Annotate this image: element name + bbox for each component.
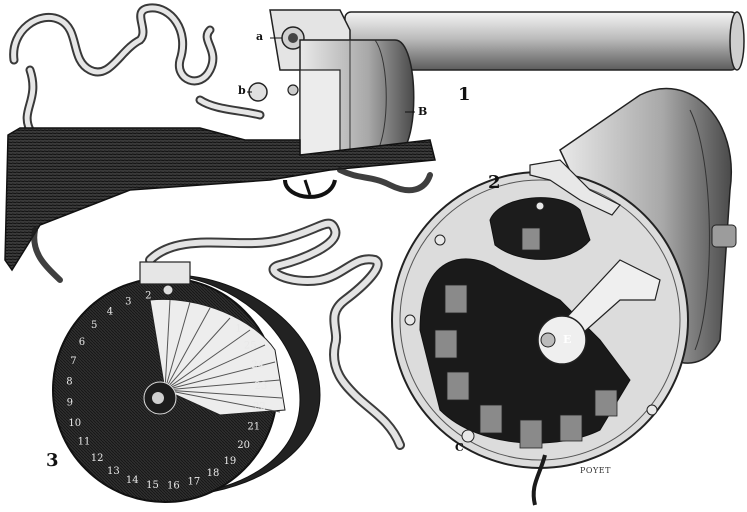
dial-number: 14 xyxy=(125,475,139,487)
knob-b-2 xyxy=(288,85,298,95)
dial-number: 22 xyxy=(253,401,266,413)
dial-number: 5 xyxy=(91,320,98,332)
dial-number: 11 xyxy=(77,436,91,448)
dial-number: 9 xyxy=(66,397,73,409)
dial-number: 1 xyxy=(235,323,242,335)
dial-number: 17 xyxy=(187,476,201,488)
fig2-side-knob xyxy=(712,225,736,247)
callout-C: C xyxy=(455,441,464,454)
dial-number: 25 xyxy=(243,340,257,352)
dial-number: 7 xyxy=(70,356,77,368)
barrel-muzzle xyxy=(730,12,744,70)
fig3-top-bracket xyxy=(140,262,190,284)
dial-number: 12 xyxy=(90,452,104,464)
figure-2-shutter-mechanism xyxy=(392,88,736,505)
callout-a: a xyxy=(256,30,264,43)
dial-number: 15 xyxy=(146,480,159,492)
lens-a-aperture xyxy=(288,33,298,43)
dial-number: 24 xyxy=(251,360,265,372)
dial-number: 20 xyxy=(237,440,250,452)
rear-plate xyxy=(300,70,340,155)
dial-number: 18 xyxy=(206,468,220,480)
engraver-signature: POYET xyxy=(580,466,611,475)
trigger xyxy=(305,180,310,195)
figure-number-1: 1 xyxy=(458,84,471,105)
dial-number: 13 xyxy=(107,466,120,477)
dial-number: 3 xyxy=(125,296,132,308)
dial-number: 19 xyxy=(223,455,237,467)
callout-E: E xyxy=(563,333,572,346)
figure-number-2: 2 xyxy=(488,172,501,193)
dial-number: 21 xyxy=(247,421,261,433)
rifle-stock xyxy=(5,128,435,270)
dial-number: 16 xyxy=(167,480,180,492)
callout-B: B xyxy=(418,105,428,118)
dial-number: 4 xyxy=(106,306,114,318)
dial-number: 23 xyxy=(254,380,268,392)
dial-number: 2 xyxy=(145,290,152,302)
dial-number: 10 xyxy=(68,417,82,429)
figure-number-3: 3 xyxy=(46,450,59,471)
dial-number: 6 xyxy=(78,337,86,348)
dial-number: 8 xyxy=(66,376,73,388)
figure-3-dial-drum xyxy=(53,224,400,502)
strap-ribbon-fig1 xyxy=(14,8,260,130)
callout-b: b xyxy=(238,84,246,97)
